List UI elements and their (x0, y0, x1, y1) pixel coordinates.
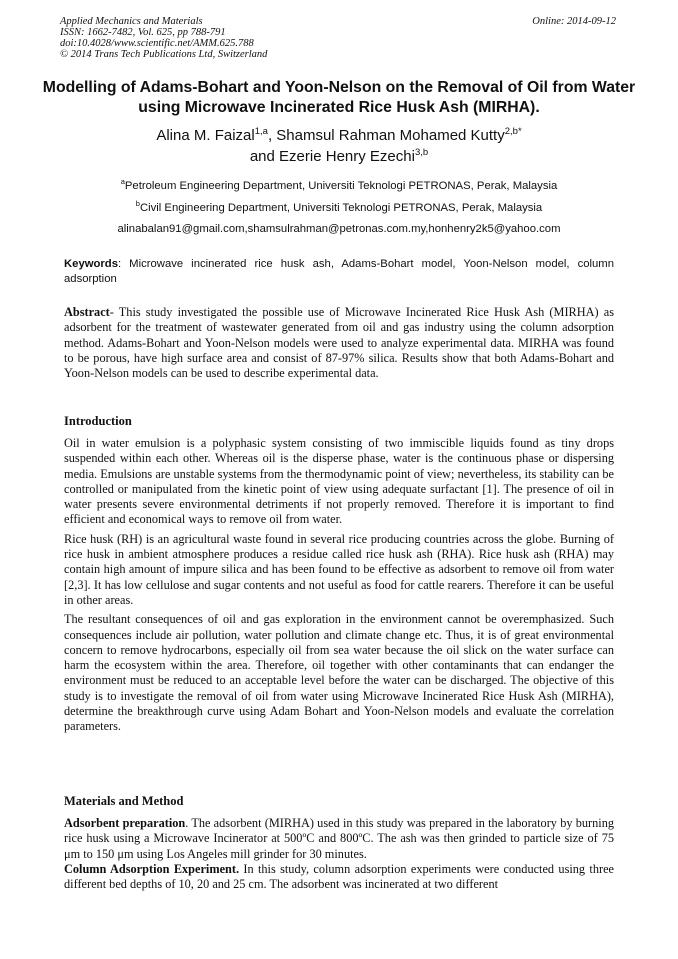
copyright-line: © 2014 Trans Tech Publications Ltd, Switzerland (60, 49, 268, 60)
abstract-label: Abstract (64, 305, 110, 319)
journal-name: Applied Mechanics and Materials (60, 16, 203, 27)
affiliation-a (40, 177, 638, 192)
affiliation-b (40, 199, 638, 214)
author-name: Shamsul Rahman Mohamed Kutty (276, 127, 505, 144)
paragraph: . The adsorbent (MIRHA) used in this study was prepared in the laboratory by burning rice husk using a Microwave Incinerator at 500ºC and 800ºC. The ash was then grinded to particle size of 75 μm to 150 μm using Los Angeles mill grinder for 30 minutes. (64, 816, 614, 861)
author-emails: alinabalan91@gmail.com,shamsulrahman@petronas.com.my,honhenry2k5@yahoo.com (117, 223, 561, 235)
affil-mark: a (120, 177, 125, 187)
methods-body (64, 816, 614, 892)
doi-line: doi:10.4028/www.scientific.net/AMM.625.788 (60, 38, 254, 49)
section-heading: Materials and Method (64, 794, 184, 808)
paragraph: Rice husk (RH) is an agricultural waste found in several rice producing countries across the globe. Burning of rice husk in ambient atmosphere produces a residue called rice husk ash (RHA). Rice husk ash (RHA) may contain high amount of impure silica and has been found to be effective as adsorbent to remove oil from water [2,3]. It has low cellulose and sugar contents and not useful as food for cattle rearers. Therefore it can be useful in other areas. (64, 531, 614, 607)
author-affil-mark: 3,b (414, 147, 429, 158)
keywords-label: Keywords (64, 258, 118, 270)
author-conjunction: and (249, 148, 275, 165)
subsection-label: Adsorbent preparation (64, 816, 186, 830)
author-list: Alina M. Faizal$^{1,a}$, Shamsul Rahman Mohamed Kutty$^{2,b*}$ and Ezerie Henry Ezechi$^{3,b}$ (156, 126, 522, 165)
author-name: Alina M. Faizal (156, 127, 255, 144)
affil-mark: b (135, 199, 140, 209)
affil-text: Petroleum Engineering Department, Universiti Teknologi PETRONAS, Perak, Malaysia (124, 180, 558, 192)
issn-line: ISSN: 1662-7482, Vol. 625, pp 788-791 (60, 27, 226, 38)
keywords-text: : Microwave incinerated rice husk ash, Adams-Bohart model, Yoon-Nelson model, column adsorption (64, 258, 614, 285)
paragraph: The resultant consequences of oil and gas exploration in the environment cannot be overemphasized. Such consequences include air pollution, water pollution and climate change etc. Thus, it is of great environmental concern to remove hydrocarbons, especially oil from sea water because the oil slick on the water surface can harm the ecosystem within the area. Therefore, oil together with other contaminants that can endanger the environment must be reduced to an acceptable level before the water can be discharged. The objective of this study is to investigate the removal of oil from water using Microwave Incinerated Rice Husk Ash (MIRHA), determine the breakthrough curve using Adam Bohart and Yoon-Nelson models and evaluate the correlation parameters. (64, 612, 614, 734)
paragraph: In this study, column adsorption experiments were conducted using three different bed depths of 10, 20 and 25 cm. The adsorbent was incinerated at two different (64, 861, 614, 892)
subsection-label: Column Adsorption Experiment. (64, 861, 240, 876)
author-name: Ezerie Henry Ezechi (279, 148, 415, 165)
online-date: Online: 2014-09-12 (532, 16, 616, 27)
author-affil-mark: 2,b* (504, 126, 522, 137)
journal-header (60, 16, 267, 60)
keywords (64, 257, 614, 287)
abstract (64, 305, 614, 381)
paper-title: Modelling of Adams-Bohart and Yoon-Nelson on the Removal of Oil from Water using Microwave Incinerated Rice Husk Ash (MIRHA). (42, 79, 636, 116)
introduction-body (64, 436, 614, 735)
author-affil-mark: 1,a (254, 126, 268, 137)
section-heading: Introduction (64, 414, 132, 428)
abstract-text: - This study investigated the possible use of Microwave Incinerated Rice Husk Ash (MIRHA) as adsorbent for the treatment of wastewater generated from oil and gas industry using the column adsorption method. Adams-Bohart and Yoon-Nelson models were used to analyze experimental data. MIRHA was found to be porous, have high surface area and consist of 87-97% silica. Results show that both Adams-Bohart and Yoon-Nelson models can be used to describe experimental data. (64, 305, 614, 381)
affil-text: Civil Engineering Department, Universiti Teknologi PETRONAS, Perak, Malaysia (139, 202, 543, 214)
paragraph: Oil in water emulsion is a polyphasic system consisting of two immiscible liquids found as tiny drops suspended within each other. Whereas oil is the disperse phase, water is the continuous phase or dispersing media. Emulsions are unstable systems from the thermodynamic point of view; nevertheless, its stability can be controlled or manipulated from the kinetic point of view using adequate surfactant [1]. The presence of oil in water presents severe environmental detriments if not properly removed. Therefore it is important to find efficient and economical ways to remove oil from water. (64, 436, 614, 527)
